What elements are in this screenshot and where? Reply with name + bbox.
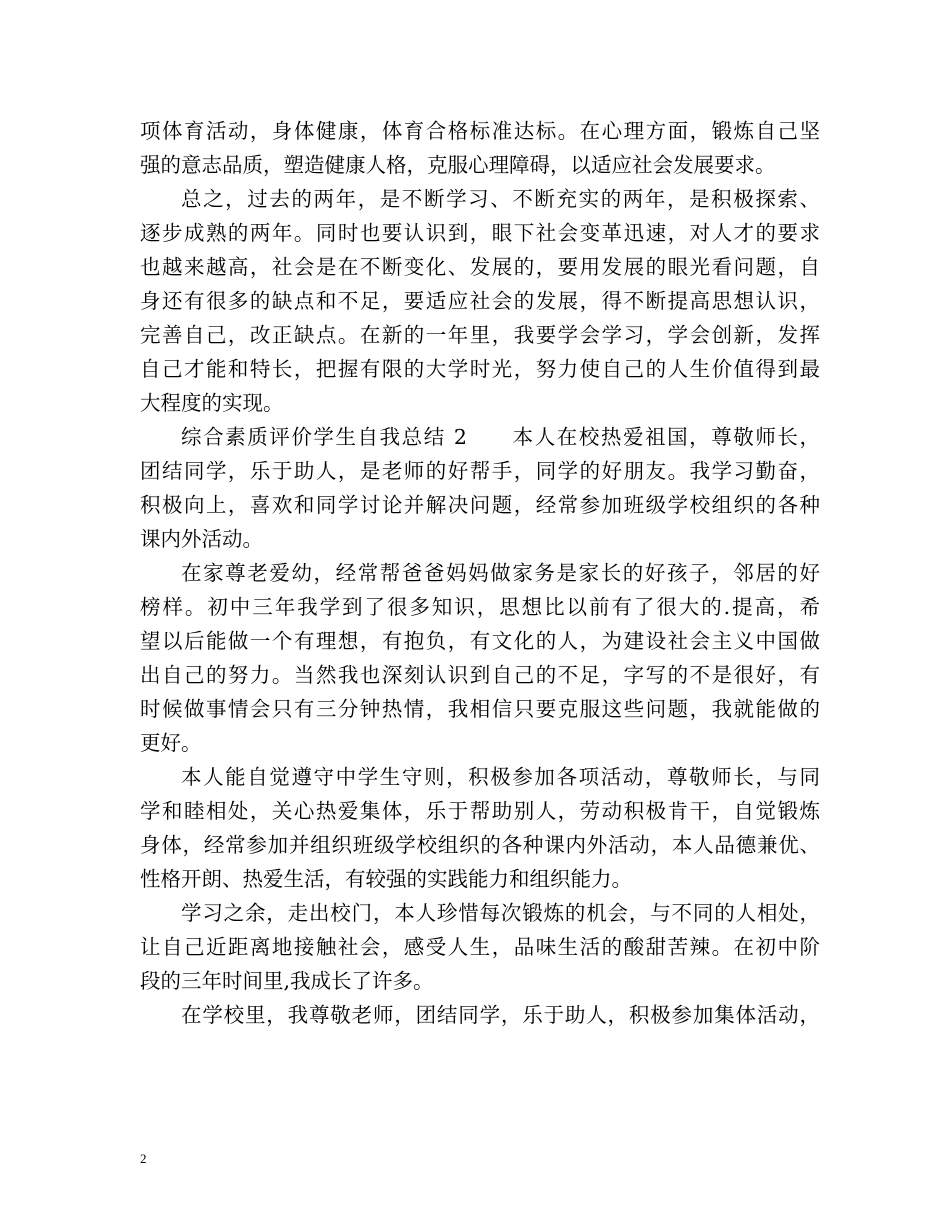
text-line: 学和睦相处，关心热爱集体，乐于帮助别人，劳动积极肯干，自觉锻炼 <box>140 799 820 823</box>
text-line: 也越来越高，社会是在不断变化、发展的，要用发展的眼光看问题，自 <box>140 255 820 279</box>
body-text <box>140 114 820 1032</box>
text-line: 学习之余，走出校门，本人珍惜每次锻炼的机会，与不同的人相处， <box>181 901 820 925</box>
text-line: 课内外活动。 <box>140 527 263 551</box>
text-line: 段的三年时间里,我成长了许多。 <box>140 969 434 993</box>
text-line: 团结同学，乐于助人，是老师的好帮手，同学的好朋友。我学习勤奋， <box>140 459 820 483</box>
text-line: 本人能自觉遵守中学生守则，积极参加各项活动，尊敬师长，与同 <box>181 765 820 789</box>
text-line: 更好。 <box>140 731 202 755</box>
text-line: 逐步成熟的两年。同时也要认识到，眼下社会变革迅速，对人才的要求 <box>140 221 820 245</box>
text-line: 时候做事情会只有三分钟热情，我相信只要克服这些问题，我就能做的 <box>140 697 820 721</box>
text-line: 身还有很多的缺点和不足，要适应社会的发展，得不断提高思想认识， <box>140 289 820 313</box>
text-line: 强的意志品质，塑造健康人格，克服心理障碍，以适应社会发展要求。 <box>140 153 776 177</box>
text-line: 榜样。初中三年我学到了很多知识，思想比以前有了很大的.提高，希 <box>140 595 820 619</box>
text-line: 大程度的实现。 <box>140 391 284 415</box>
text-line: 在学校里，我尊敬老师，团结同学，乐于助人，积极参加集体活动， <box>181 1003 820 1027</box>
text-line: 项体育活动，身体健康，体育合格标准达标。在心理方面，锻炼自己坚 <box>140 119 820 143</box>
text-line: 出自己的努力。当然我也深刻认识到自己的不足，字写的不是很好，有 <box>140 663 820 687</box>
text-line: 综合素质评价学生自我总结 2 本人在校热爱祖国，尊敬师长， <box>181 425 820 449</box>
text-line: 望以后能做一个有理想，有抱负，有文化的人，为建设社会主义中国做 <box>140 629 820 653</box>
text-line: 在家尊老爱幼，经常帮爸爸妈妈做家务是家长的好孩子，邻居的好 <box>181 561 820 585</box>
text-line: 完善自己，改正缺点。在新的一年里，我要学会学习，学会创新，发挥 <box>140 323 820 347</box>
text-line: 身体，经常参加并组织班级学校组织的各种课内外活动，本人品德兼优、 <box>140 833 820 857</box>
text-line: 性格开朗、热爱生活，有较强的实践能力和组织能力。 <box>140 867 632 891</box>
page-number: 2 <box>140 1151 147 1166</box>
text-line: 自己才能和特长，把握有限的大学时光，努力使自己的人生价值得到最 <box>140 357 820 381</box>
text-line: 总之，过去的两年，是不断学习、不断充实的两年，是积极探索、 <box>181 187 820 211</box>
text-line: 积极向上，喜欢和同学讨论并解决问题，经常参加班级学校组织的各种 <box>140 493 820 517</box>
text-line: 让自己近距离地接触社会，感受人生，品味生活的酸甜苦辣。在初中阶 <box>140 935 820 959</box>
